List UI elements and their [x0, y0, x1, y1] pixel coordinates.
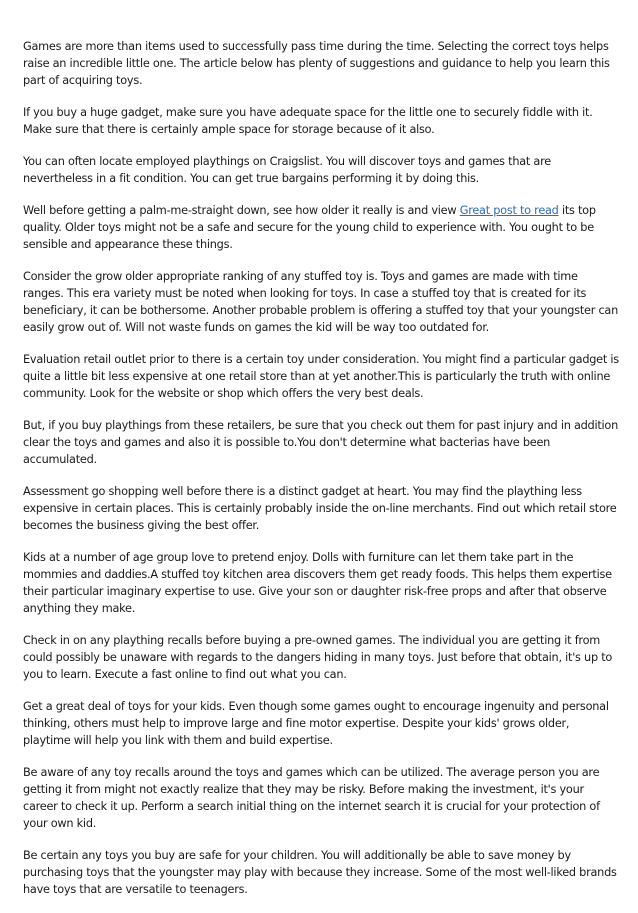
- paragraph: Be aware of any toy recalls around the toys and games which can be utilized. The average person you are getting it from might not exactly realize that they may be risky. Before making the investment, it's your career to check it up. Perform a search initial thing on the internet search it is crucial for your protection of your own kid.: [23, 766, 600, 830]
- paragraph: You can often locate employed playthings on Craigslist. You will discover toys and games that are nevertheless in a fit condition. You can get true bargains performing it by doing this.: [23, 155, 551, 185]
- paragraph-text-before-link: Well before getting a palm-me-straight down, see how older it really is and view: [23, 204, 460, 217]
- great-post-link[interactable]: Great post to read: [459, 204, 559, 217]
- paragraph: If you buy a huge gadget, make sure you have adequate space for the little one to securely fiddle with it. Make sure that there is certainly ample space for storage because of it also.: [23, 106, 593, 136]
- paragraph: Be certain any toys you buy are safe for your children. You will additionally be able to save money by purchasing toys that the youngster may play with because they increase. Some of the most well-liked brands have toys that are versatile to teenagers.: [23, 849, 617, 896]
- paragraph: Assessment go shopping well before there is a distinct gadget at heart. You may find the plaything less expensive in certain places. This is certainly probably inside the on-line merchants. Find out which retail store becomes the business giving the best offer.: [23, 485, 617, 532]
- paragraph-with-link: [23, 202, 620, 253]
- paragraph-text-after-link: its top quality. Older toys might not be a safe and secure for the young child to experience with. You ought to be sensible and appearance these things.: [23, 204, 596, 251]
- paragraph: Check in on any plaything recalls before buying a pre-owned games. The individual you are getting it from could possibly be unaware with regards to the dangers hiding in many toys. Just before that obtain, it's up to you to learn. Execute a fast online to find out what you can.: [23, 634, 613, 681]
- paragraph: But, if you buy playthings from these retailers, be sure that you check out them for past injury and in addition clear the toys and games and also it is possible to.You don't determine what bacterias have been accumulated.: [23, 419, 619, 466]
- paragraph: Games are more than items used to successfully pass time during the time. Selecting the correct toys helps raise an incredible little one. The article below has plenty of suggestions and guidance to help you learn this part of acquiring toys.: [23, 40, 610, 87]
- paragraph: Get a great deal of toys for your kids. Even though some games ought to encourage ingenuity and personal thinking, others must help to improve large and fine motor expertise. Despite your kids' grows older, playtime will help you link with them and build expertise.: [23, 700, 609, 747]
- paragraph: Evaluation retail outlet prior to there is a certain toy under consideration. You might find a particular gadget is quite a little bit less expensive at one retail store than at yet another.This is particularly the truth with online community. Look for the website or shop which offers the very best deals.: [23, 353, 619, 400]
- paragraph: Kids at a number of age group love to pretend enjoy. Dolls with furniture can let them take part in the mommies and daddies.A stuffed toy kitchen area discovers them get ready foods. This helps them expertise their particular imaginary expertise to use. Give your son or daughter risk-free props and after that observe anything they make.: [23, 551, 612, 615]
- document-body: [23, 38, 620, 913]
- paragraph: Consider the grow older appropriate ranking of any stuffed toy is. Toys and games are made with time ranges. This era variety must be noted when looking for toys. In case a stuffed toy that is created for its beneficiary, it can be bothersome. Another probable problem is offering a stuffed toy that your youngster can easily grow out of. Will not waste funds on games the kid will be way too outdated for.: [23, 270, 618, 334]
